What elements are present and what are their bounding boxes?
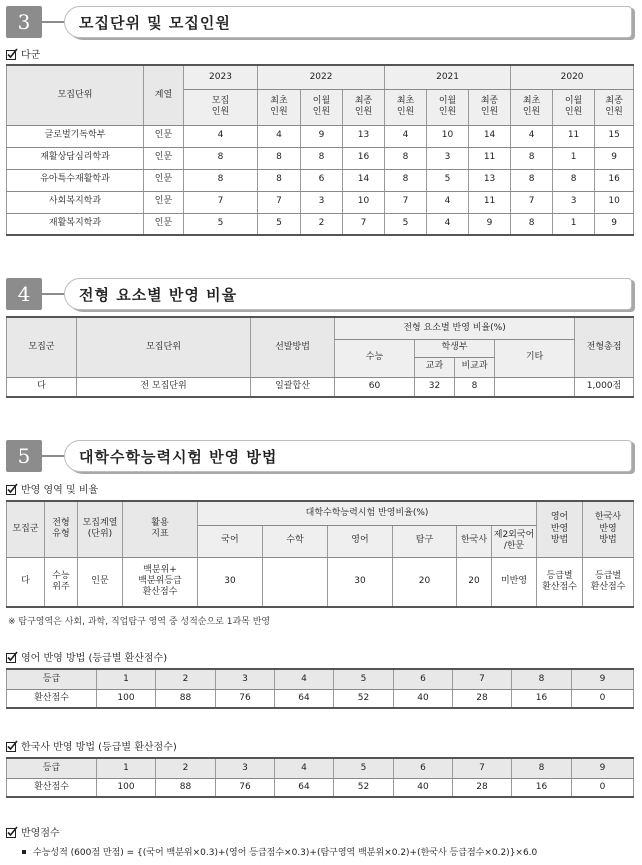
count-cell: 14 — [469, 125, 511, 147]
count-cell: 9 — [469, 213, 511, 235]
grade-cell: 5 — [334, 758, 394, 778]
section-4-header — [6, 278, 632, 310]
section-5-header — [6, 440, 632, 472]
header-csat: 수능 — [335, 339, 415, 377]
header-final: 최종 인원 — [469, 89, 511, 125]
unit-cell: 사회복지학과 — [7, 191, 144, 213]
header-foreign: 제2외국어 /한문 — [492, 525, 537, 557]
score-label: 환산점수 — [7, 778, 97, 797]
header-final: 최종 인원 — [343, 89, 385, 125]
score-heading: 반영점수 — [6, 824, 60, 839]
header-math: 수학 — [263, 525, 328, 557]
header-unit: 모집단위 — [77, 317, 251, 377]
score-cell: 52 — [334, 689, 394, 708]
count-cell: 3 — [427, 147, 469, 169]
grade-cell: 3 — [216, 669, 275, 689]
track-cell: 인문 — [144, 125, 184, 147]
checkbox-checked-icon — [6, 651, 18, 663]
checkbox-checked-icon — [6, 483, 18, 495]
header-ratio: 전형 요소별 반영 비율(%) — [335, 317, 575, 339]
score-cell: 52 — [334, 778, 394, 797]
table-row — [7, 169, 634, 191]
header-carry: 이월 인원 — [553, 89, 595, 125]
count-cell: 4 — [258, 125, 301, 147]
grade-cell: 4 — [275, 669, 334, 689]
grade-cell: 2 — [156, 669, 216, 689]
count-cell: 10 — [595, 191, 634, 213]
score-label: 환산점수 — [7, 689, 97, 708]
section-5-title: 대학수학능력시험 반영 방법 — [64, 440, 632, 472]
header-index: 활용 지표 — [123, 501, 198, 557]
section-3-title: 모집단위 및 모집인원 — [64, 6, 632, 38]
ratio-table — [6, 316, 634, 398]
count-cell: 4 — [511, 125, 553, 147]
history-method-heading: 한국사 반영 방법 (등급별 환산점수) — [6, 738, 177, 753]
checkbox-checked-icon — [6, 826, 18, 838]
track-cell: 인문 — [144, 213, 184, 235]
count-cell: 7 — [385, 191, 427, 213]
header-unit: 모집단위 — [7, 65, 144, 125]
count-cell: 8 — [301, 147, 343, 169]
table-row: 다 전 모집단위 일괄합산 60 32 8 1,000점 — [7, 377, 634, 397]
score-cell: 76 — [216, 689, 275, 708]
score-cell: 100 — [97, 689, 156, 708]
section-4-title: 전형 요소별 반영 비율 — [64, 278, 632, 310]
header-history-method: 한국사 반영 방법 — [583, 501, 634, 557]
header-group: 모집군 — [7, 501, 45, 557]
count-cell: 8 — [184, 147, 258, 169]
grade-cell: 1 — [97, 758, 156, 778]
header-initial: 최초 인원 — [511, 89, 553, 125]
grade-cell: 4 — [275, 758, 334, 778]
count-cell: 8 — [511, 213, 553, 235]
table-row — [7, 191, 634, 213]
section-3-connector — [42, 21, 66, 23]
grade-cell: 7 — [453, 669, 512, 689]
count-cell: 2 — [301, 213, 343, 235]
section-4-connector — [42, 293, 66, 295]
section-3-number: 3 — [6, 6, 42, 38]
table-row — [7, 125, 634, 147]
score-cell: 88 — [156, 689, 216, 708]
grade-cell: 8 — [512, 669, 572, 689]
header-etc: 기타 — [495, 339, 575, 377]
score-cell: 64 — [275, 778, 334, 797]
score-cell: 16 — [512, 778, 572, 797]
count-cell: 10 — [343, 191, 385, 213]
header-final: 최종 인원 — [595, 89, 634, 125]
count-cell: 8 — [258, 147, 301, 169]
score-cell: 100 — [97, 778, 156, 797]
count-cell: 16 — [343, 147, 385, 169]
count-cell: 8 — [385, 147, 427, 169]
grade-cell: 1 — [97, 669, 156, 689]
table-row: 다 수능 위주 인문 백분위+ 백분위등급 환산점수 30 30 20 20 미반영 등급별 환산점수 등급별 환산점수 — [7, 557, 634, 607]
table-row — [7, 213, 634, 235]
header-english: 영어 — [328, 525, 393, 557]
track-cell: 인문 — [144, 169, 184, 191]
checkbox-checked-icon — [6, 48, 18, 60]
count-cell: 8 — [553, 169, 595, 191]
count-cell: 9 — [301, 125, 343, 147]
grade-cell: 7 — [453, 758, 512, 778]
count-cell: 11 — [553, 125, 595, 147]
count-cell: 3 — [301, 191, 343, 213]
count-cell: 3 — [553, 191, 595, 213]
grade-cell: 9 — [572, 758, 634, 778]
count-cell: 6 — [301, 169, 343, 191]
count-cell: 5 — [258, 213, 301, 235]
count-cell: 5 — [385, 213, 427, 235]
count-cell: 4 — [427, 213, 469, 235]
grade-cell: 3 — [216, 758, 275, 778]
unit-cell: 유아특수재활학과 — [7, 169, 144, 191]
unit-cell: 글로벌기독학부 — [7, 125, 144, 147]
score-cell: 64 — [275, 689, 334, 708]
table-row — [7, 147, 634, 169]
count-cell: 15 — [595, 125, 634, 147]
unit-cell: 재활상담심리학과 — [7, 147, 144, 169]
grade-label: 등급 — [7, 758, 97, 778]
grade-cell: 2 — [156, 758, 216, 778]
header-2021: 2021 — [385, 65, 511, 89]
count-cell: 8 — [385, 169, 427, 191]
header-history: 한국사 — [457, 525, 492, 557]
header-carry: 이월 인원 — [301, 89, 343, 125]
track-cell: 인문 — [144, 147, 184, 169]
section-4-number: 4 — [6, 278, 42, 310]
count-cell: 4 — [385, 125, 427, 147]
score-cell: 0 — [572, 689, 634, 708]
count-cell: 11 — [469, 147, 511, 169]
header-subject: 교과 — [415, 357, 455, 377]
header-2022: 2022 — [258, 65, 385, 89]
count-cell: 14 — [343, 169, 385, 191]
count-cell: 4 — [184, 125, 258, 147]
header-recruit-count: 모집 인원 — [184, 89, 258, 125]
track-cell: 인문 — [144, 191, 184, 213]
score-cell: 76 — [216, 778, 275, 797]
grade-cell: 6 — [394, 758, 453, 778]
count-cell: 11 — [469, 191, 511, 213]
count-cell: 1 — [553, 147, 595, 169]
header-inquiry: 탐구 — [393, 525, 457, 557]
header-csat-ratio: 대학수학능력시험 반영비율(%) — [198, 501, 537, 525]
section-3-subheading: 다군 — [6, 46, 40, 61]
count-cell: 8 — [511, 169, 553, 191]
grade-cell: 6 — [394, 669, 453, 689]
grade-cell: 8 — [512, 758, 572, 778]
score-cell: 40 — [394, 778, 453, 797]
header-carry: 이월 인원 — [427, 89, 469, 125]
header-initial: 최초 인원 — [385, 89, 427, 125]
header-method: 선발방법 — [251, 317, 335, 377]
count-cell: 7 — [258, 191, 301, 213]
checkbox-checked-icon — [6, 740, 18, 752]
count-cell: 8 — [258, 169, 301, 191]
section-5-number: 5 — [6, 440, 42, 472]
header-type: 전형 유형 — [45, 501, 78, 557]
count-cell: 13 — [343, 125, 385, 147]
count-cell: 13 — [469, 169, 511, 191]
header-school-record: 학생부 — [415, 339, 495, 357]
section-5-subheading: 반영 영역 및 비율 — [6, 481, 98, 496]
header-nonsubject: 비교과 — [455, 357, 495, 377]
header-korean: 국어 — [198, 525, 263, 557]
grade-cell: 9 — [572, 669, 634, 689]
header-total: 전형총점 — [575, 317, 634, 377]
inquiry-note: ※ 탐구영역은 사회, 과학, 직업탐구 영역 중 성적순으로 1과목 반영 — [8, 617, 271, 627]
count-cell: 8 — [184, 169, 258, 191]
count-cell: 10 — [427, 125, 469, 147]
score-cell: 16 — [512, 689, 572, 708]
header-track: 모집계열 (단위) — [78, 501, 123, 557]
score-cell: 40 — [394, 689, 453, 708]
english-method-heading: 영어 반영 방법 (등급별 환산점수) — [6, 649, 167, 664]
count-cell: 7 — [184, 191, 258, 213]
count-cell: 5 — [184, 213, 258, 235]
header-2023: 2023 — [184, 65, 258, 89]
header-2020: 2020 — [511, 65, 634, 89]
recruitment-table — [6, 64, 634, 236]
count-cell: 16 — [595, 169, 634, 191]
history-grade-table — [6, 757, 634, 798]
header-group: 모집군 — [7, 317, 77, 377]
score-cell: 28 — [453, 778, 512, 797]
section-5-connector — [42, 455, 66, 457]
count-cell: 7 — [511, 191, 553, 213]
count-cell: 9 — [595, 147, 634, 169]
english-grade-table — [6, 668, 634, 709]
count-cell: 9 — [595, 213, 634, 235]
count-cell: 7 — [343, 213, 385, 235]
count-cell: 5 — [427, 169, 469, 191]
bullet-icon — [22, 850, 26, 854]
grade-cell: 5 — [334, 669, 394, 689]
grade-label: 등급 — [7, 669, 97, 689]
csat-ratio-table — [6, 500, 634, 608]
score-formula: 수능성적 (600점 만점) = {(국어 백분위×0.3)+(영어 등급점수×0.3)+(탐구영역 백분위×0.2)+(한국사 등급점수×0.2)}×6.0 — [22, 845, 537, 858]
count-cell: 8 — [511, 147, 553, 169]
count-cell: 4 — [427, 191, 469, 213]
header-english-method: 영어 반영 방법 — [537, 501, 583, 557]
score-cell: 0 — [572, 778, 634, 797]
score-cell: 88 — [156, 778, 216, 797]
score-cell: 28 — [453, 689, 512, 708]
header-track: 계열 — [144, 65, 184, 125]
unit-cell: 재활복지학과 — [7, 213, 144, 235]
header-initial: 최초 인원 — [258, 89, 301, 125]
count-cell: 1 — [553, 213, 595, 235]
section-3-header — [6, 6, 632, 38]
